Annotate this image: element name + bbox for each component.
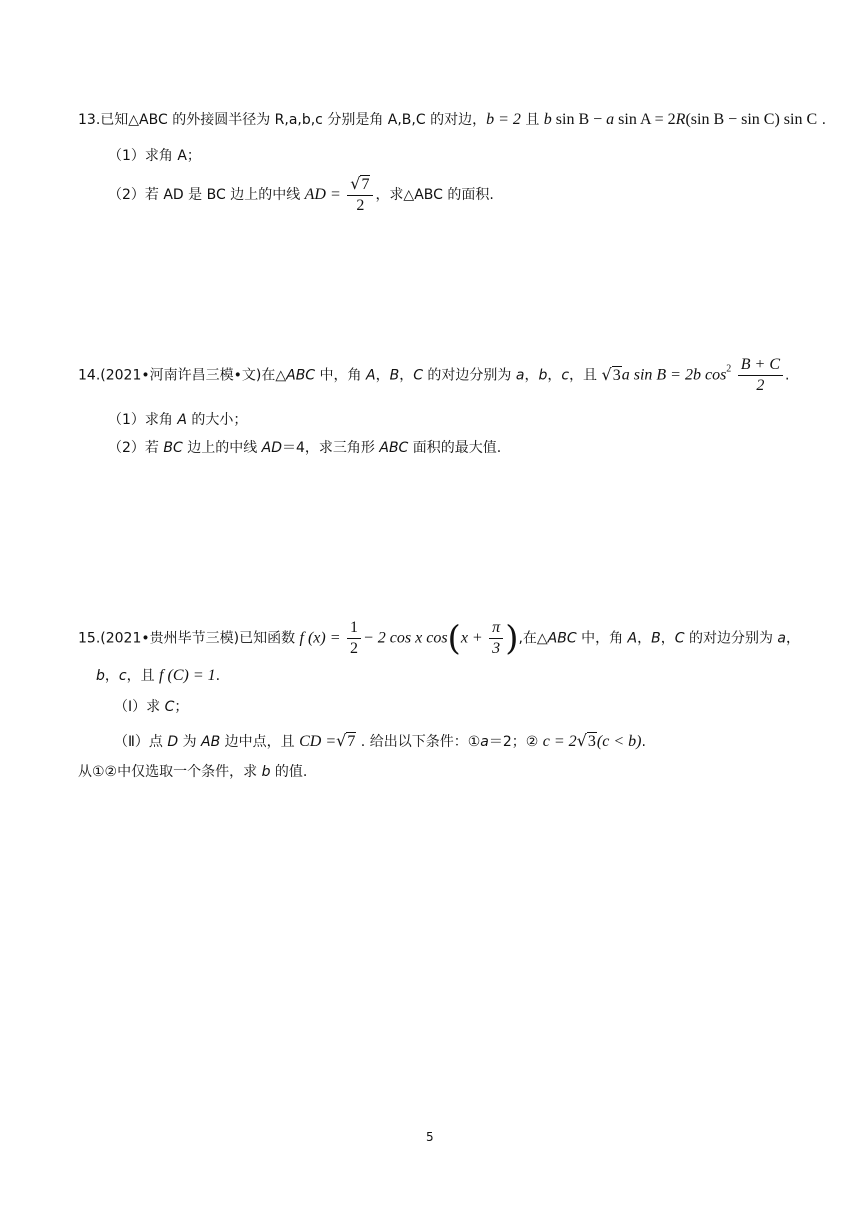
math-f-of-c: f (C) = 1 bbox=[159, 667, 216, 684]
problem-13-part-1: （1）求角 A； bbox=[108, 148, 201, 164]
problem-15-part-2: （Ⅱ）点 D 为 AB 边中点，且 CD =√7 . 给出以下条件：①a＝2；② c = 2√3(c < b). bbox=[114, 731, 646, 750]
problem-15-instruction: 从①②中仅选取一个条件，求 b 的值. bbox=[78, 764, 308, 780]
problem-13-part-2: （2）若 AD 是 BC 边上的中线 AD = $\frac{√7}{2}$ ，求△ABC 的面积. bbox=[108, 174, 494, 214]
sqrt-3: √3 bbox=[601, 364, 621, 384]
math-b-equals-2: b = 2 bbox=[486, 111, 521, 128]
fraction-b-plus-c-over-2: $\frac{B + C}{2}$ bbox=[738, 355, 783, 396]
fraction-pi-over-3: $\frac{\pi}{3}$ bbox=[489, 618, 503, 659]
sqrt-3: √3 bbox=[576, 731, 596, 750]
problem-number: 13. bbox=[78, 112, 101, 128]
math-formula: (sin B − sin C) sin C bbox=[685, 111, 818, 128]
page-number: 5 bbox=[426, 1130, 434, 1144]
problem-15-part-1: （Ⅰ）求 C； bbox=[114, 699, 189, 715]
problem-source: (2021•河南许昌三模•文) bbox=[100, 367, 262, 384]
problem-number: 14. bbox=[78, 367, 101, 384]
problem-14-part-2: （2）若 BC 边上的中线 AD＝4，求三角形 ABC 面积的最大值. bbox=[108, 440, 502, 456]
sqrt-7: √7 bbox=[336, 731, 356, 750]
problem-14-stem: 14.(2021•河南许昌三模•文)在△ABC 中，角 A，B，C 的对边分别为 a，b，c，且 √3a sin B = 2b $\cos^2$ $\frac{B + C}{2}$ . bbox=[78, 356, 790, 394]
math-equation: a sin B = 2b cos bbox=[621, 366, 727, 384]
problem-source: (2021•贵州毕节三模) bbox=[100, 630, 240, 647]
problem-13-stem: 13.已知△ABC 的外接圆半径为 R,a,b,c 分别是角 A,B,C 的对边，b = 2 且 b sin B − a sin A = 2R(sin B − sin C) sin C . bbox=[78, 111, 827, 128]
math-function: − 2 cos x cos bbox=[362, 629, 448, 647]
problem-15-stem: 15.(2021•贵州毕节三模)已知函数 f (x) = $\frac{1}{2}$ − 2 cos x cos(x + $\frac{\pi}{3}$ ),在△ABC 中，角 A，B，C 的对边分别为 a， bbox=[78, 618, 801, 659]
problem-number: 15. bbox=[78, 630, 101, 647]
fraction-one-half: $\frac{1}{2}$ bbox=[347, 618, 361, 659]
problem-14-part-1: （1）求角 A 的大小； bbox=[108, 412, 248, 428]
fraction-sqrt7-over-2: $\frac{√7}{2}$ bbox=[347, 174, 373, 216]
problem-text: 已知△ABC 的外接圆半径为 R,a,b,c 分别是角 A,B,C 的对边， bbox=[100, 112, 487, 128]
math-ad: AD = bbox=[304, 186, 341, 203]
problem-15-line-2: b，c，且 f (C) = 1. bbox=[96, 667, 221, 684]
